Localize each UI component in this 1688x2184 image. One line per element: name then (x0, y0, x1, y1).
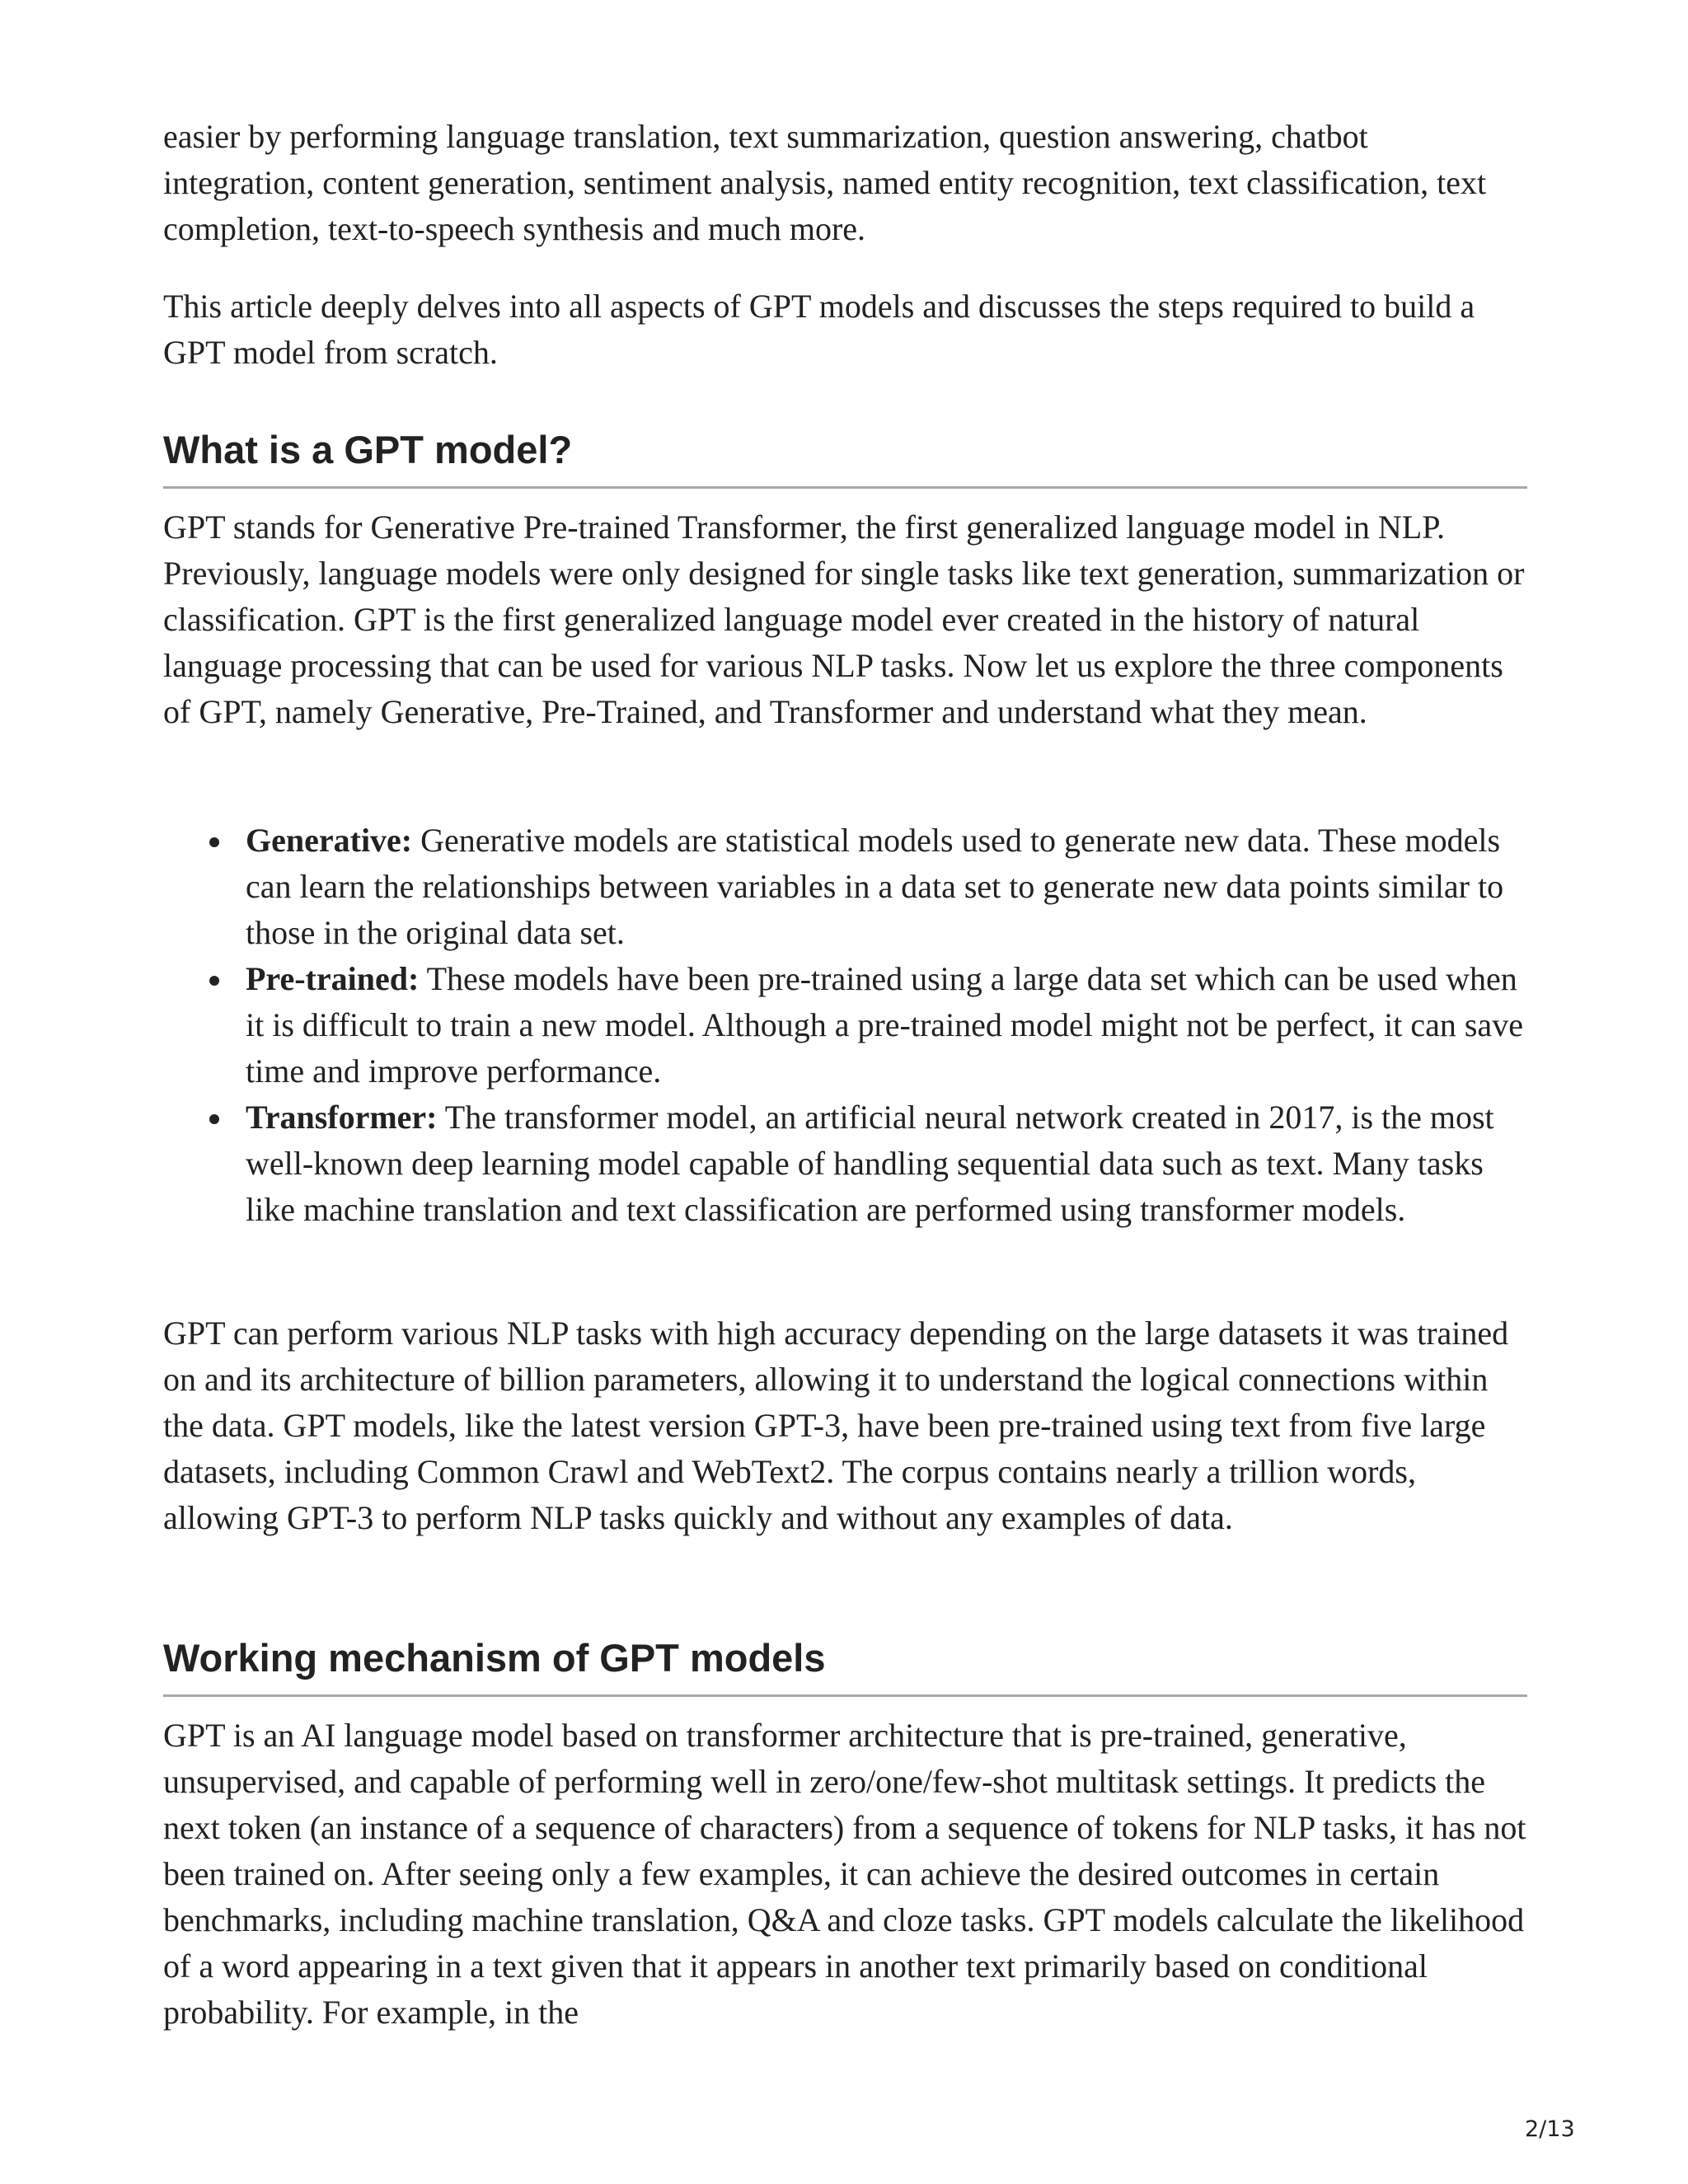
intro-paragraph: easier by performing language translation, text summarization, question answering, chatbot integration, content generation, sentiment analysis, named entity recognition, text classification, text completion, text-to-speech synthesis and much more. (163, 118, 1487, 247)
bullet-term: Generative: (246, 822, 413, 859)
article-intro-paragraph: This article deeply delves into all aspects of GPT models and discusses the steps required to build a GPT model from scratch. (163, 288, 1475, 371)
gpt-definition-paragraph: GPT stands for Generative Pre-trained Transformer, the first generalized language model in NLP. Previously, language models were only designed for single tasks like text generation, summarization or classification. GPT is the first generalized language model ever created in the history of natural language processing that can be used for various NLP tasks. Now let us explore the three components of GPT, namely Generative, Pre-Trained, and Transformer and understand what they mean. (163, 509, 1525, 730)
gpt-performance-paragraph: GPT can perform various NLP tasks with high accuracy depending on the large datasets it was trained on and its architecture of billion parameters, allowing it to understand the logical connections within the data. GPT models, like the latest version GPT-3, have been pre-trained using text from five large datasets, including Common Crawl and WebText2. The corpus contains nearly a trillion words, allowing GPT-3 to perform NLP tasks quickly and without any examples of data. (163, 1315, 1509, 1536)
bullet-icon (209, 976, 219, 986)
bullet-text: The transformer model, an artificial neural network created in 2017, is the most well-known deep learning model capable of handling sequential data such as text. Many tasks like machine translation and text classification are performed using transformer models. (246, 1099, 1494, 1228)
bullet-text: These models have been pre-trained using a large data set which can be used when it is difficult to train a new model. Although a pre-trained model might not be perfect, it can save time and improve performance. (246, 960, 1523, 1090)
list-item-pre-trained (163, 956, 1527, 1094)
bullet-text: Generative models are statistical models used to generate new data. These models can learn the relationships between variables in a data set to generate new data points similar to those in the original data set. (246, 822, 1504, 951)
bullet-term: Transformer: (246, 1099, 438, 1136)
bullet-term: Pre-trained: (246, 960, 420, 997)
section-divider (163, 486, 1527, 489)
section-divider (163, 1694, 1527, 1697)
bullet-icon (209, 837, 219, 847)
section-heading-what-is-gpt: What is a GPT model? (163, 428, 573, 471)
list-item-transformer (163, 1094, 1527, 1233)
bullet-icon (209, 1114, 219, 1124)
gpt-components-list (163, 818, 1527, 1233)
list-item-generative (163, 818, 1527, 956)
working-mechanism-paragraph: GPT is an AI language model based on transformer architecture that is pre-trained, generative, unsupervised, and capable of performing well in zero/one/few-shot multitask settings. It predicts the next token (an instance of a sequence of characters) from a sequence of tokens for NLP tasks, it has not been trained on. After seeing only a few examples, it can achieve the desired outcomes in certain benchmarks, including machine translation, Q&A and cloze tasks. GPT models calculate the likelihood of a word appearing in a text given that it appears in another text primarily based on conditional probability. For example, in the (163, 1717, 1526, 2031)
page-number: 2/13 (1525, 2116, 1575, 2142)
section-heading-working-mechanism: Working mechanism of GPT models (163, 1636, 826, 1680)
